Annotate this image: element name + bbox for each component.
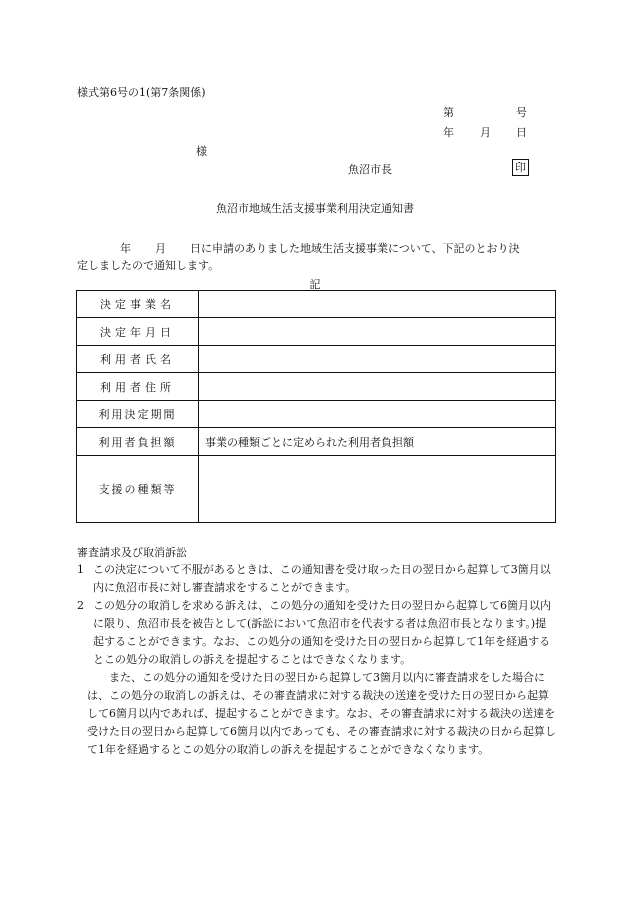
date-day-label: 日 [516,126,527,139]
appeal-section-title: 審査請求及び取消訴訟 [77,546,187,559]
row-label: 利用者氏名 [77,346,199,373]
item-text: この処分の取消しを求める訴えは、この処分の通知を受けた日の翌日から起算して6箇月以内に限り、魚沼市長を被告として(訴訟において魚沼市を代表する者は魚沼市長となります。)提起することができます。なお、この処分の通知を受けた日の翌日から起算して1年を経過するとこの処分の取消しの訴えを提起することはできなくなります。 [93,599,551,666]
row-value [199,291,556,318]
item-text: この決定について不服があるときは、この通知書を受け取った日の翌日から起算して3箇月以内に魚沼市長に対し審査請求をすることができます。 [93,563,551,594]
row-label: 決定事業名 [77,291,199,318]
row-value [199,456,556,523]
appeal-paragraph: また、この処分の通知を受けた日の翌日から起算して3箇月以内に審査請求をした場合には、この処分の取消しの訴えは、その審査請求に対する裁決の送達を受けた日の翌日から起算して6箇月以内であれば、提起することができます。なお、その審査請求に対する裁決の送達を受けた日の翌日から起算して6箇月以内であっても、その審査請求に対する裁決の日から起算して1年を経過するとこの処分の取消しの訴えを提起することができなくなります。 [87,671,556,756]
document-number-label: 第 [443,106,454,119]
item-number: 2 [77,599,84,612]
row-value [199,373,556,401]
intro-line-2: 定しましたので通知します。 [77,259,220,272]
issuer-name: 魚沼市長 [348,163,392,176]
addressee-suffix: 様 [196,145,207,158]
appeal-item-1 [77,561,557,597]
ki-heading: 記 [309,278,321,291]
decision-table [76,290,556,523]
appeal-item-2 [77,597,557,669]
intro-month: 月 [155,242,166,255]
row-label: 決定年月日 [77,318,199,346]
table-row [77,373,556,401]
intro-text: 日に申請のありました地域生活支援事業について、下記のとおり決 [190,242,520,255]
row-value [199,346,556,373]
row-label: 利用者負担額 [77,428,199,456]
row-label: 利用決定期間 [77,401,199,428]
table-row [77,401,556,428]
table-row [77,318,556,346]
row-label: 利用者住所 [77,373,199,401]
document-number-suffix: 号 [516,106,527,119]
table-row [77,346,556,373]
date-month-label: 月 [480,126,491,139]
date-year-label: 年 [443,126,454,139]
intro-line-1 [120,240,520,256]
table-row [77,291,556,318]
table-row [77,428,556,456]
appeal-section [77,561,557,759]
row-label: 支援の種類等 [77,456,199,523]
intro-year: 年 [120,242,131,255]
document-title: 魚沼市地域生活支援事業利用決定通知書 [216,202,414,215]
row-value: 事業の種類ごとに定められた利用者負担額 [199,428,556,456]
item-number: 1 [77,563,84,576]
row-value [199,401,556,428]
seal-box: 印 [512,159,529,176]
row-value [199,318,556,346]
form-number: 様式第6号の1(第7条関係) [77,86,206,99]
table-row [77,456,556,523]
